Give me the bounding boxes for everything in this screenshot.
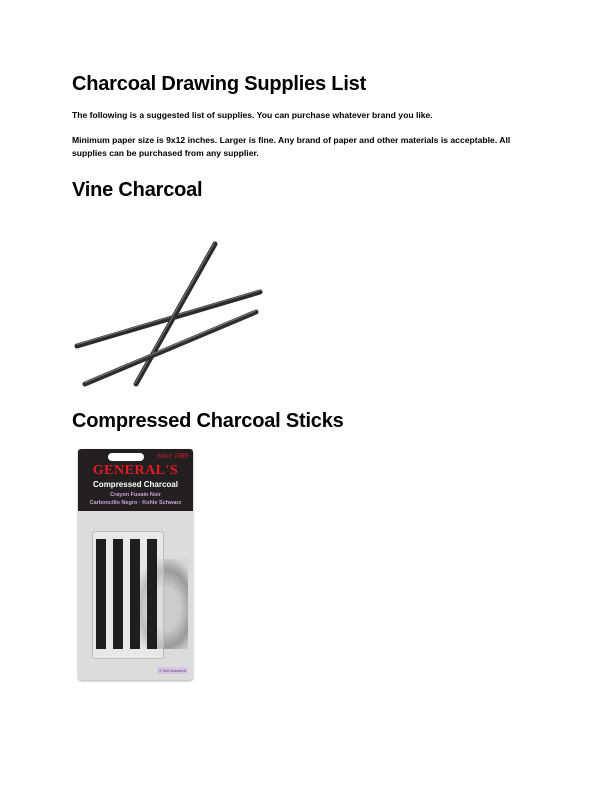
product-name: Compressed Charcoal: [93, 480, 178, 489]
brand-logo: GENERAL'S: [92, 463, 179, 478]
product-subtitle-multilang: Carboncillo Negro · Kohle Schwarz: [89, 500, 182, 506]
compressed-charcoal-package-image: [78, 449, 193, 680]
since-label: Since 1889: [157, 452, 188, 460]
intro-paragraph: The following is a suggested list of supplies. You can purchase whatever brand you like.: [72, 110, 433, 120]
charcoal-stick: [130, 539, 140, 649]
hang-hole: [108, 453, 144, 461]
paper-requirements-paragraph: Minimum paper size is 9x12 inches. Larger is fine. Any brand of paper and other materials is acceptable. All supplies can be purchased from any supplier.: [72, 135, 511, 158]
package-header: [78, 449, 193, 511]
section-heading-compressed-charcoal: Compressed Charcoal Sticks: [72, 410, 344, 432]
product-subtitle-french: Crayon Fusain Noir: [110, 492, 161, 498]
charcoal-stick: [96, 539, 106, 649]
vine-charcoal-image: [70, 238, 270, 393]
assortment-tag: 4 Soft Assorted: [158, 668, 186, 673]
charcoal-stick: [113, 539, 123, 649]
section-heading-vine-charcoal: Vine Charcoal: [72, 179, 203, 201]
page-title: Charcoal Drawing Supplies List: [72, 73, 367, 95]
charcoal-stick: [147, 539, 157, 649]
